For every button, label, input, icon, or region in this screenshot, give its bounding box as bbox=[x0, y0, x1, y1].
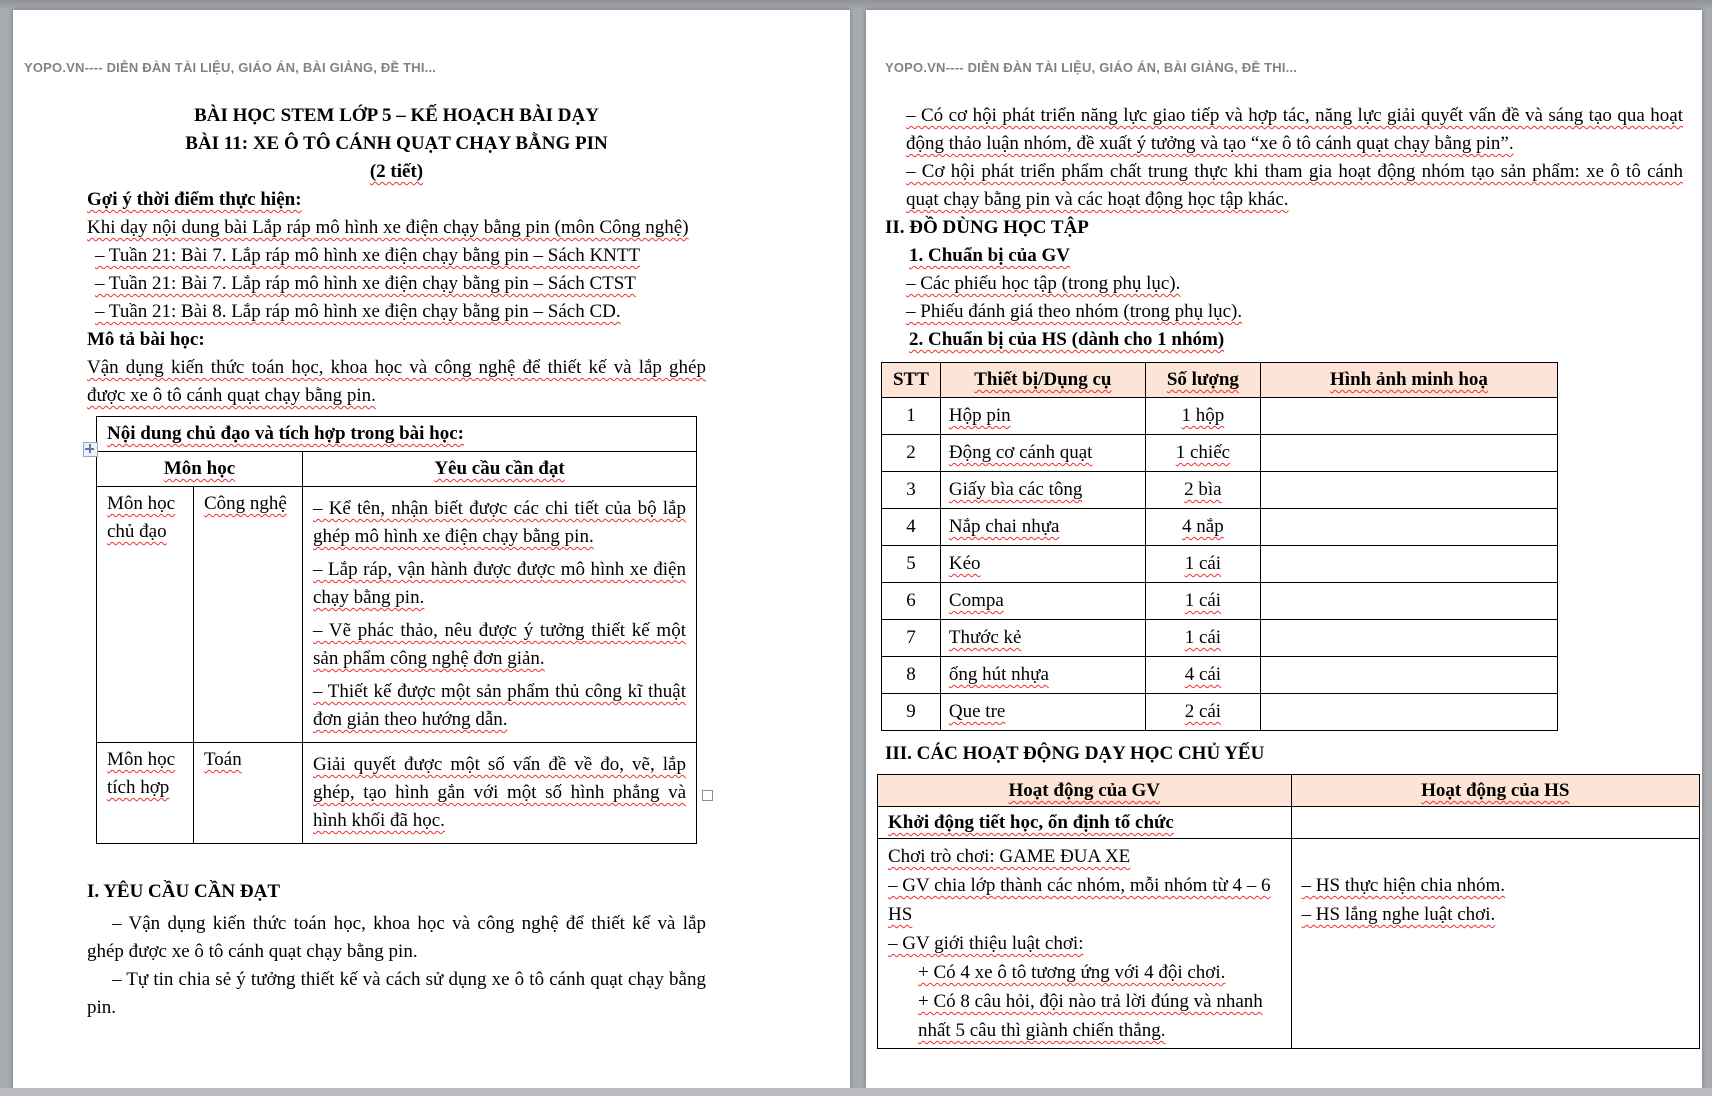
quantity-cell: 2 cái bbox=[1145, 694, 1260, 731]
image-cell bbox=[1260, 694, 1557, 731]
image-cell bbox=[1260, 620, 1557, 657]
stt-cell: 5 bbox=[882, 546, 941, 583]
device-cell: Thước kẻ bbox=[940, 620, 1145, 657]
table-row bbox=[882, 435, 1558, 472]
table-row bbox=[878, 839, 1700, 1049]
device-cell: Giấy bìa các tông bbox=[940, 472, 1145, 509]
table-row bbox=[878, 807, 1700, 839]
core-subject-cell: Công nghệ bbox=[194, 487, 303, 743]
hs-activity-line: – HS lắng nghe luật chơi. bbox=[1301, 904, 1496, 925]
stt-cell: 4 bbox=[882, 509, 941, 546]
gv-activity-line: + Có 4 xe ô tô tương ứng với 4 đội chơi. bbox=[918, 962, 1226, 983]
col-header-hs: Hoạt động của HS bbox=[1291, 775, 1699, 807]
table-row bbox=[882, 509, 1558, 546]
desc-heading: Mô tả bài học: bbox=[87, 329, 205, 350]
requirement-item: – Kể tên, nhận biết được các chi tiết của bộ lắp ghép mô hình xe điện chạy bằng pin. bbox=[313, 498, 686, 547]
stt-cell: 8 bbox=[882, 657, 941, 694]
quantity-cell: 4 nắp bbox=[1145, 509, 1260, 546]
image-cell bbox=[1260, 657, 1557, 694]
device-cell: Hộp pin bbox=[940, 398, 1145, 435]
competence-paragraph: – Cơ hội phát triển phẩm chất trung thực khi tham gia hoạt động nhóm tạo sản phẩm: xe ô tô cánh quạt chạy bằng pin và các hoạt động học tập khác. bbox=[906, 161, 1683, 210]
hs-empty-cell bbox=[1291, 807, 1699, 839]
stt-cell: 1 bbox=[882, 398, 941, 435]
table-row bbox=[882, 583, 1558, 620]
activity-phase-cell: Khởi động tiết học, ổn định tổ chức bbox=[878, 807, 1292, 839]
table-row bbox=[882, 620, 1558, 657]
time-item: – Tuần 21: Bài 8. Lắp ráp mô hình xe điện chạy bằng pin – Sách CD. bbox=[95, 301, 621, 322]
col-header-image: Hình ảnh minh hoạ bbox=[1260, 363, 1557, 398]
gv-prep-item: – Phiếu đánh giá theo nhóm (trong phụ lục). bbox=[906, 301, 1243, 322]
image-cell bbox=[1260, 472, 1557, 509]
quantity-cell: 4 cái bbox=[1145, 657, 1260, 694]
desc-text: Vận dụng kiến thức toán học, khoa học và công nghệ để thiết kế và lắp ghép được xe ô tô cánh quạt chạy bằng pin. bbox=[87, 357, 706, 406]
stt-cell: 7 bbox=[882, 620, 941, 657]
equipment-table bbox=[881, 362, 1558, 731]
col-header-subject: Môn học bbox=[97, 452, 303, 487]
table-row bbox=[97, 417, 697, 452]
section2-heading: II. ĐỒ DÙNG HỌC TẬP bbox=[885, 217, 1089, 238]
gv-activity-line: + Có 8 câu hỏi, đội nào trả lời đúng và nhanh nhất 5 câu thì giành chiến thắng. bbox=[918, 991, 1263, 1041]
gv-prep-item: – Các phiếu học tập (trong phụ lục). bbox=[906, 273, 1181, 294]
stt-cell: 3 bbox=[882, 472, 941, 509]
quantity-cell: 1 cái bbox=[1145, 583, 1260, 620]
device-cell: Kéo bbox=[940, 546, 1145, 583]
hs-activity-cell bbox=[1291, 839, 1699, 1049]
stt-cell: 9 bbox=[882, 694, 941, 731]
image-cell bbox=[1260, 583, 1557, 620]
requirement-item: – Vẽ phác thảo, nêu được ý tưởng thiết kế một sản phẩm công nghệ đơn giản. bbox=[313, 620, 686, 669]
table-row bbox=[882, 546, 1558, 583]
stt-cell: 6 bbox=[882, 583, 941, 620]
right-page-content bbox=[885, 102, 1683, 1049]
table-row bbox=[97, 743, 697, 844]
core-subjects-table bbox=[96, 416, 697, 844]
competence-paragraph: – Có cơ hội phát triển năng lực giao tiếp và hợp tác, năng lực giải quyết vấn đề và sáng tạo qua hoạt động thảo luận nhóm, đề xuất ý tưởng và tạo “xe ô tô cánh quạt chạy bằng pin”. bbox=[906, 105, 1683, 154]
requirement-item: – Thiết kế được một sản phẩm thủ công kĩ thuật đơn giản theo hướng dẫn. bbox=[313, 681, 686, 730]
document-page-left[interactable] bbox=[13, 10, 850, 1088]
section1-item: – Tự tin chia sẻ ý tưởng thiết kế và cách sử dụng xe ô tô cánh quạt chạy bằng pin. bbox=[87, 969, 706, 1018]
section3-heading: III. CÁC HOẠT ĐỘNG DẠY HỌC CHỦ YẾU bbox=[885, 743, 1265, 764]
image-cell bbox=[1260, 435, 1557, 472]
quantity-cell: 1 chiếc bbox=[1145, 435, 1260, 472]
doc-title-line1: BÀI HỌC STEM LỚP 5 – KẾ HOẠCH BÀI DẠY bbox=[194, 105, 599, 126]
gv-activity-line: – GV giới thiệu luật chơi: bbox=[888, 933, 1084, 954]
table-row bbox=[882, 472, 1558, 509]
section1-heading: I. YÊU CẦU CẦN ĐẠT bbox=[87, 881, 280, 902]
time-item: – Tuần 21: Bài 7. Lắp ráp mô hình xe điện chạy bằng pin – Sách CTST bbox=[95, 273, 636, 294]
quantity-cell: 1 cái bbox=[1145, 620, 1260, 657]
hs-prep-heading: 2. Chuẩn bị của HS (dành cho 1 nhóm) bbox=[909, 329, 1225, 350]
device-cell: Nắp chai nhựa bbox=[940, 509, 1145, 546]
window-top-edge bbox=[0, 0, 1712, 10]
window-bottom-edge bbox=[0, 1088, 1712, 1096]
core-role-cell: Môn học chủ đạo bbox=[97, 487, 194, 743]
core-role-cell: Môn học tích hợp bbox=[97, 743, 194, 844]
quantity-cell: 1 cái bbox=[1145, 546, 1260, 583]
col-header-gv: Hoạt động của GV bbox=[878, 775, 1292, 807]
col-header-device: Thiết bị/Dụng cụ bbox=[940, 363, 1145, 398]
gv-prep-heading: 1. Chuẩn bị của GV bbox=[909, 245, 1071, 266]
image-cell bbox=[1260, 546, 1557, 583]
core-table-caption: Nội dung chủ đạo và tích hợp trong bài học: bbox=[97, 417, 697, 452]
device-cell: Compa bbox=[940, 583, 1145, 620]
requirement-item: – Lắp ráp, vận hành được được mô hình xe điện chạy bằng pin. bbox=[313, 559, 686, 608]
core-requirements-cell bbox=[303, 743, 697, 844]
left-page-content bbox=[87, 102, 706, 1022]
table-row bbox=[97, 452, 697, 487]
table-header-row bbox=[882, 363, 1558, 398]
time-intro: Khi dạy nội dung bài Lắp ráp mô hình xe điện chạy bằng pin (môn Công nghệ) bbox=[87, 217, 689, 238]
core-subject-cell: Toán bbox=[194, 743, 303, 844]
col-header-quantity: Số lượng bbox=[1145, 363, 1260, 398]
table-resize-handle[interactable] bbox=[702, 790, 713, 801]
core-requirements-cell bbox=[303, 487, 697, 743]
section1-item: – Vận dụng kiến thức toán học, khoa học và công nghệ để thiết kế và lắp ghép được xe ô tô cánh quạt chạy bằng pin. bbox=[87, 913, 706, 962]
time-item: – Tuần 21: Bài 7. Lắp ráp mô hình xe điện chạy bằng pin – Sách KNTT bbox=[95, 245, 641, 266]
doc-duration: (2 tiết) bbox=[369, 161, 424, 182]
col-header-stt: STT bbox=[882, 363, 941, 398]
table-row bbox=[882, 694, 1558, 731]
hs-activity-line: – HS thực hiện chia nhóm. bbox=[1301, 875, 1505, 896]
table-row bbox=[882, 398, 1558, 435]
table-row bbox=[882, 657, 1558, 694]
activities-table bbox=[877, 774, 1700, 1049]
watermark-text: YOPO.VN---- DIỄN ĐÀN TÀI LIỆU, GIÁO ÁN, BÀI GIẢNG, ĐỀ THI... bbox=[885, 60, 1298, 75]
gv-activity-line: Chơi trò chơi: GAME ĐUA XE bbox=[888, 846, 1131, 867]
table-move-handle-icon[interactable] bbox=[83, 442, 98, 457]
gv-activity-line: – GV chia lớp thành các nhóm, mỗi nhóm từ 4 – 6 HS bbox=[888, 875, 1271, 925]
table-header-row bbox=[878, 775, 1700, 807]
quantity-cell: 2 bìa bbox=[1145, 472, 1260, 509]
table-row bbox=[97, 487, 697, 743]
device-cell: Động cơ cánh quạt bbox=[940, 435, 1145, 472]
requirement-item: Giải quyết được một số vấn đề về đo, vẽ, lắp ghép, tạo hình gắn với một số hình phẳng và hình khối đã học. bbox=[313, 754, 686, 831]
document-page-right[interactable] bbox=[866, 10, 1702, 1088]
image-cell bbox=[1260, 509, 1557, 546]
time-heading: Gợi ý thời điểm thực hiện: bbox=[87, 189, 302, 210]
doc-title-line2: BÀI 11: XE Ô TÔ CÁNH QUẠT CHẠY BẰNG PIN bbox=[185, 133, 608, 154]
col-header-requirement: Yêu cầu cần đạt bbox=[303, 452, 697, 487]
device-cell: Que tre bbox=[940, 694, 1145, 731]
stt-cell: 2 bbox=[882, 435, 941, 472]
gv-activity-cell bbox=[878, 839, 1292, 1049]
image-cell bbox=[1260, 398, 1557, 435]
device-cell: ống hút nhựa bbox=[940, 657, 1145, 694]
quantity-cell: 1 hộp bbox=[1145, 398, 1260, 435]
watermark-text: YOPO.VN---- DIỄN ĐÀN TÀI LIỆU, GIÁO ÁN, BÀI GIẢNG, ĐỀ THI... bbox=[24, 60, 437, 75]
